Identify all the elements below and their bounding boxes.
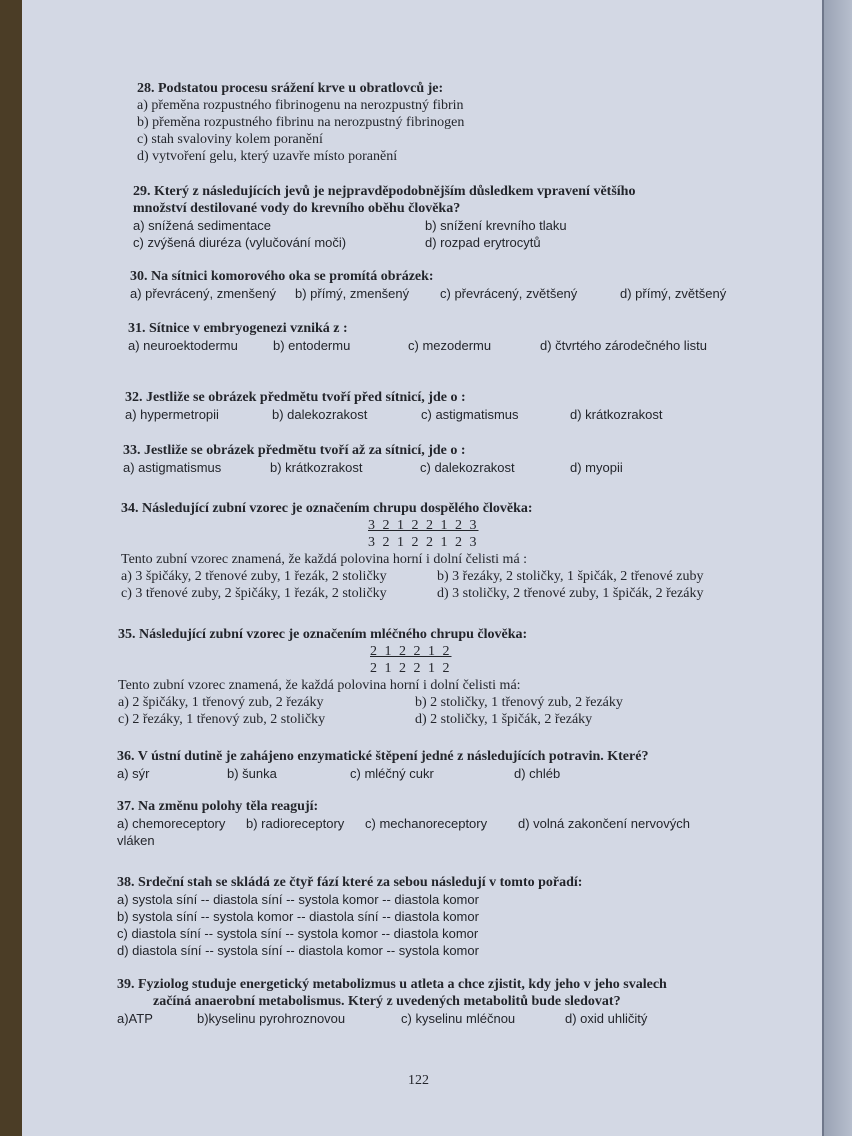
question-34: [121, 500, 741, 602]
option-c: c) 2 řezáky, 1 třenový zub, 2 stoličky: [118, 712, 326, 727]
question-title-line-2: množství destilované vody do krevního oběhu člověka?: [133, 201, 461, 216]
question-title: 37. Na změnu polohy těla reagují:: [117, 799, 319, 814]
question-title: 36. V ústní dutině je zahájeno enzymatické štěpení jedné z následujících potravin. Které?: [117, 749, 649, 764]
question-title: 34. Následující zubní vzorec je označením chrupu dospělého člověka:: [121, 501, 533, 516]
option-c: c) stah svaloviny kolem poranění: [137, 132, 323, 147]
option-c: c) kyselinu mléčnou: [401, 1011, 516, 1026]
option-d: d) krátkozrakost: [570, 407, 663, 422]
option-a: a) chemoreceptory: [117, 816, 226, 831]
question-title: 35. Následující zubní vzorec je označením mléčného chrupu člověka:: [118, 627, 528, 642]
option-d-continuation: vláken: [117, 833, 155, 848]
option-b: b)kyselinu pyrohroznovou: [197, 1011, 346, 1026]
question-title-line-1: 29. Který z následujících jevů je nejpravděpodobnějším důsledkem vpravení většího: [133, 184, 636, 199]
option-b: b) dalekozrakost: [272, 407, 368, 422]
option-d: d) rozpad erytrocytů: [425, 235, 541, 250]
option-c: c) mechanoreceptory: [365, 816, 488, 831]
option-b: b) snížení krevního tlaku: [425, 218, 567, 233]
formula-lower: 3 2 1 2 2 1 2 3: [368, 535, 479, 550]
option-d: d) myopii: [570, 460, 623, 475]
option-b: b) přímý, zmenšený: [295, 286, 410, 301]
question-title: 32. Jestliže se obrázek předmětu tvoří před sítnicí, jde o :: [125, 390, 466, 405]
question-37: [117, 798, 757, 849]
option-b: b) 2 stoličky, 1 třenový zub, 2 řezáky: [415, 695, 623, 710]
formula-upper: 2 1 2 2 1 2: [370, 644, 452, 659]
option-d: d) 3 stoličky, 2 třenové zuby, 1 špičák, 2 řezáky: [437, 586, 704, 601]
question-35: [118, 626, 738, 728]
option-a: a) neuroektodermu: [128, 338, 238, 353]
question-lead: Tento zubní vzorec znamená, že každá polovina horní i dolní čelisti má:: [118, 678, 521, 693]
option-b: b) 3 řezáky, 2 stoličky, 1 špičák, 2 třenové zuby: [437, 569, 704, 584]
question-39: [117, 976, 757, 1027]
option-a: a) hypermetropii: [125, 407, 219, 422]
option-d: d) přímý, zvětšený: [620, 286, 727, 301]
question-title: 33. Jestliže se obrázek předmětu tvoří až za sítnicí, jde o :: [123, 443, 466, 458]
option-d: d) čtvrtého zárodečného listu: [540, 338, 707, 353]
option-d: d) vytvoření gelu, který uzavře místo poranění: [137, 149, 398, 164]
question-31: [128, 320, 748, 354]
option-b: b) entodermu: [273, 338, 351, 353]
question-38: [117, 874, 582, 959]
option-c: c) 3 třenové zuby, 2 špičáky, 1 řezák, 2 stoličky: [121, 586, 387, 601]
question-title: 38. Srdeční stah se skládá ze čtyř fází které za sebou následují v tomto pořadí:: [117, 875, 583, 890]
option-a: a) systola síní -- diastola síní -- systola komor -- diastola komor: [117, 892, 479, 907]
option-b: b) radioreceptory: [246, 816, 345, 831]
option-c: c) mezodermu: [408, 338, 492, 353]
question-29: [133, 183, 733, 251]
option-a: a) 3 špičáky, 2 třenové zuby, 1 řezák, 2 stoličky: [121, 569, 387, 584]
dental-formula: [121, 517, 741, 551]
option-d: d) oxid uhličitý: [565, 1011, 648, 1026]
option-d: d) diastola síní -- systola síní -- diastola komor -- systola komor: [117, 943, 479, 958]
question-title: 31. Sítnice v embryogenezi vzniká z :: [128, 321, 348, 336]
option-c: c) diastola síní -- systola síní -- systola komor -- diastola komor: [117, 926, 479, 941]
question-title: 28. Podstatou procesu srážení krve u obratlovců je:: [137, 81, 444, 96]
option-c: c) mléčný cukr: [350, 766, 434, 781]
question-title: 30. Na sítnici komorového oka se promítá obrázek:: [130, 269, 434, 284]
question-33: [123, 442, 743, 476]
option-a: a) sýr: [117, 766, 150, 781]
option-c: c) převrácený, zvětšený: [440, 286, 578, 301]
question-36: [117, 748, 757, 782]
option-a: a) přeměna rozpustného fibrinogenu na nerozpustný fibrin: [137, 98, 464, 113]
question-32: [125, 389, 745, 423]
option-a: a) snížená sedimentace: [133, 218, 272, 233]
page-number: 122: [408, 1073, 429, 1088]
dental-formula: [118, 643, 738, 677]
option-b: b) přeměna rozpustného fibrinu na nerozpustný fibrinogen: [137, 115, 465, 130]
option-a: a) 2 špičáky, 1 třenový zub, 2 řezáky: [118, 695, 324, 710]
question-28: [137, 80, 464, 165]
question-title-line-1: 39. Fyziolog studuje energetický metabolizmus u atleta a chce zjistit, kdy jeho v jeho svalech: [117, 977, 667, 992]
option-d: d) volná zakončení nervových: [518, 816, 690, 831]
formula-upper: 3 2 1 2 2 1 2 3: [368, 518, 479, 533]
option-d: d) 2 stoličky, 1 špičák, 2 řezáky: [415, 712, 593, 727]
option-d: d) chléb: [514, 766, 561, 781]
option-a: a) astigmatismus: [123, 460, 222, 475]
option-c: c) astigmatismus: [421, 407, 519, 422]
option-c: c) dalekozrakost: [420, 460, 515, 475]
question-title-line-2: začíná anaerobní metabolismus. Který z uvedených metabolitů bude sledovat?: [153, 994, 621, 1009]
option-a: a)ATP: [117, 1011, 153, 1026]
question-30: [130, 268, 750, 302]
option-c: c) zvýšená diuréza (vylučování moči): [133, 235, 347, 250]
formula-lower: 2 1 2 2 1 2: [370, 661, 452, 676]
option-a: a) převrácený, zmenšený: [130, 286, 276, 301]
option-b: b) šunka: [227, 766, 277, 781]
option-b: b) krátkozrakost: [270, 460, 363, 475]
option-b: b) systola síní -- systola komor -- diastola síní -- diastola komor: [117, 909, 479, 924]
question-lead: Tento zubní vzorec znamená, že každá polovina horní i dolní čelisti má :: [121, 552, 528, 567]
next-page-edge: [822, 0, 852, 1136]
